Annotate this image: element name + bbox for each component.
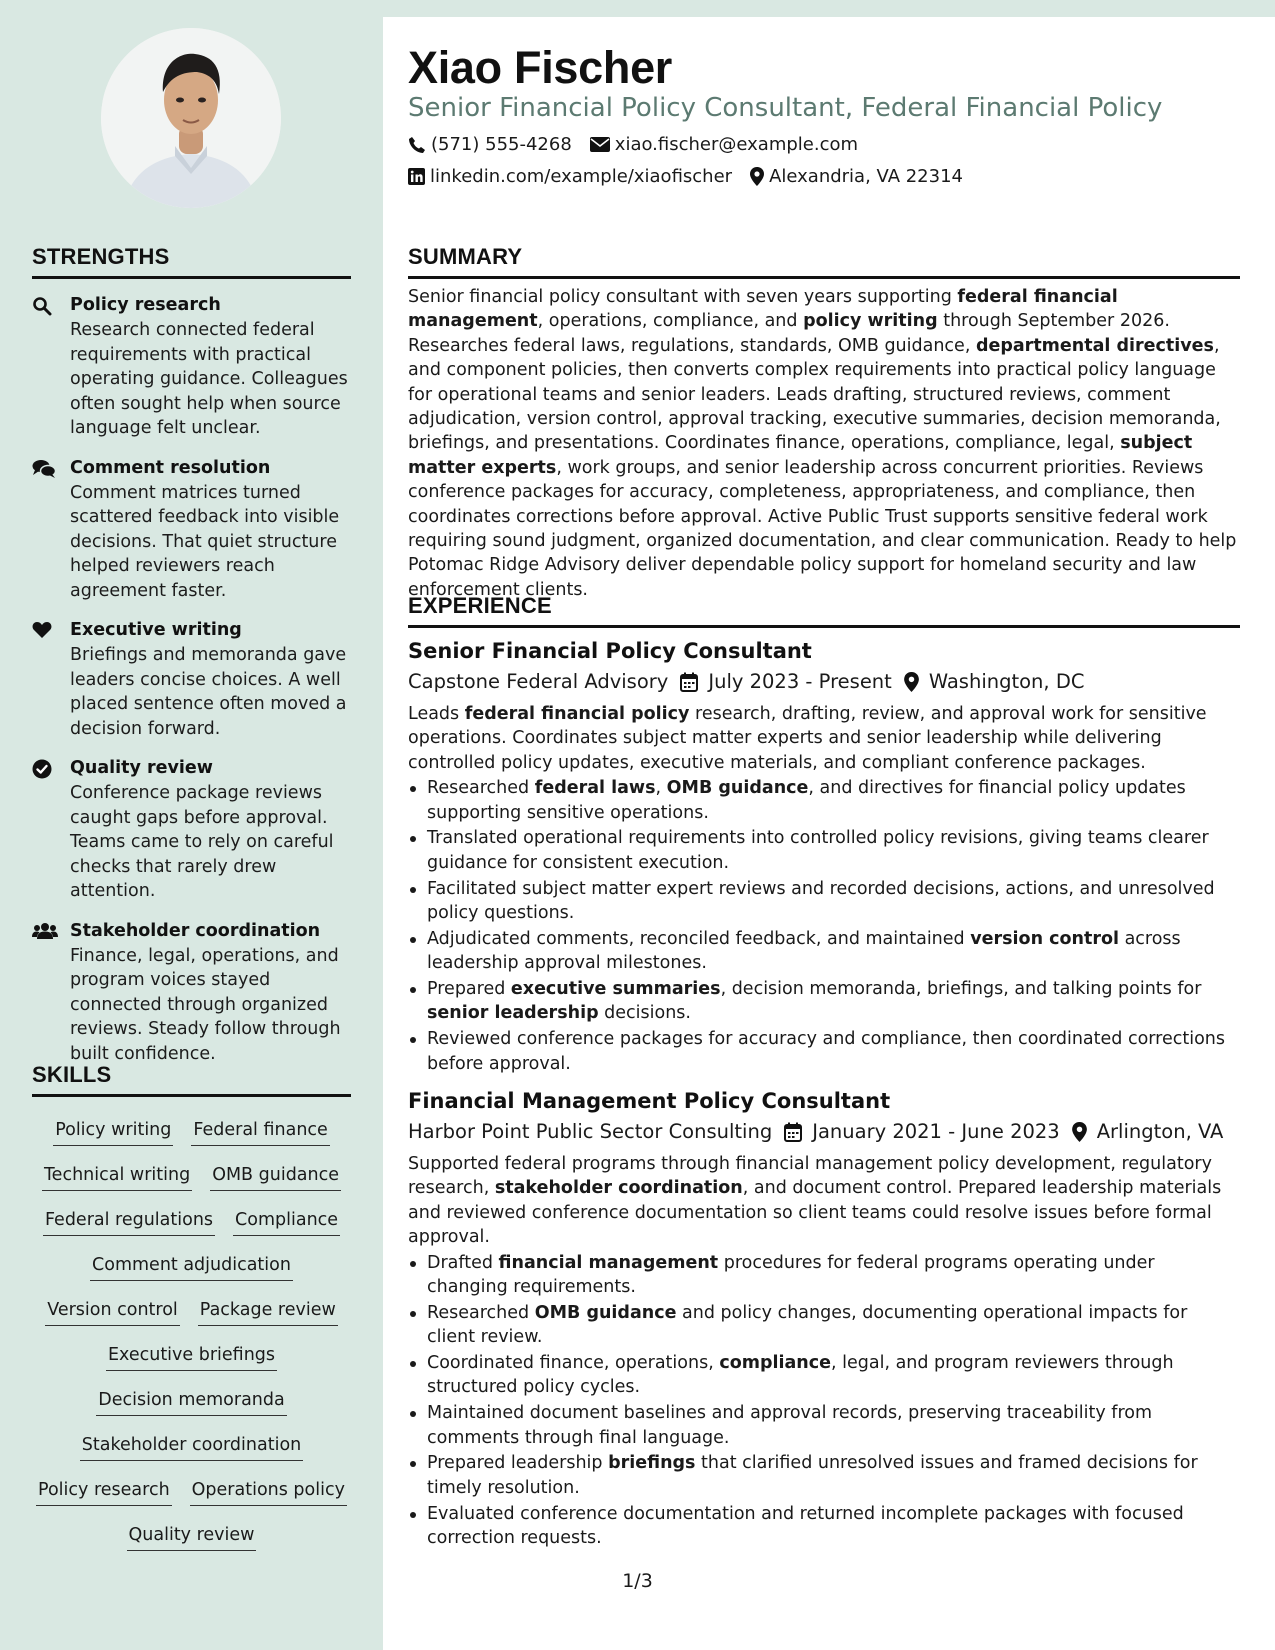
skill-tag: Policy research xyxy=(36,1478,172,1506)
job-entry xyxy=(408,636,1240,1076)
job-location: Arlington, VA xyxy=(1096,1120,1224,1144)
map-pin-icon xyxy=(904,672,919,692)
job-description: Leads federal financial policy research, drafting, review, and approval work for sensitive operations. Coordinates subject matter experts and senior leadership while delivering controlled policy updates, executive materials, and compliant conference packages. xyxy=(408,704,1207,773)
skill-tag: Quality review xyxy=(127,1523,257,1551)
skill-tag: Decision memoranda xyxy=(96,1388,286,1416)
strength-title: Stakeholder coordination xyxy=(70,920,321,941)
job-location: Washington, DC xyxy=(928,670,1085,693)
search-icon xyxy=(32,293,70,441)
location-text: Alexandria, VA 22314 xyxy=(769,166,963,187)
strength-title: Executive writing xyxy=(70,620,242,640)
strength-item xyxy=(32,456,351,604)
map-pin-icon xyxy=(750,167,764,186)
skill-tag: Federal finance xyxy=(191,1118,329,1146)
job-bullets xyxy=(408,776,1240,1076)
phone-icon xyxy=(408,136,426,154)
job-description: Supported federal programs through financial management policy development, regulatory research, stakeholder coordination, and document control. Prepared leadership materials and reviewed conference documentation so client teams could resolve issues before formal approval. xyxy=(408,1154,1222,1248)
phone-number[interactable]: (571) 555-4268 xyxy=(431,134,572,155)
candidate-name: Xiao Fischer xyxy=(408,42,673,93)
strength-text: Conference package reviews caught gaps before approval. Teams came to rely on careful checks that rarely drew attention. xyxy=(70,783,334,901)
skill-tag: Comment adjudication xyxy=(90,1253,293,1281)
strength-title: Comment resolution xyxy=(70,457,271,478)
summary-text: Senior financial policy consultant with seven years supporting federal financial management, operations, compliance, and policy writing through September 2026. Researches federal laws, regulations, standards, OMB guidance, departmental directives, and component policies, then converts complex requirements into practical policy language for operational teams and senior leaders. Leads drafting, structured reviews, comment adjudication, version control, approval tracking, executive summaries, decision memoranda, briefings, and presentations. Coordinates finance, operations, compliance, legal, subject matter experts, work groups, and senior leadership across concurrent priorities. Reviews conference packages for accuracy, completeness, appropriateness, and compliance, then coordinates corrections before approval. Active Public Trust supports sensitive federal work requiring sound judgment, organized documentation, and clear communication. Ready to help Potomac Ridge Advisory deliver dependable policy support for homeland security and law enforcement clients. xyxy=(408,287,1237,600)
skills-section xyxy=(32,1062,351,1559)
job-meta xyxy=(408,1116,1240,1148)
skill-tag: OMB guidance xyxy=(210,1163,341,1191)
map-pin-icon xyxy=(1072,1122,1087,1142)
job-entry xyxy=(408,1086,1240,1550)
skill-tag: Technical writing xyxy=(42,1163,192,1191)
skills-title: SKILLS xyxy=(32,1062,351,1097)
strength-item xyxy=(32,293,351,441)
contact-row xyxy=(408,166,981,187)
experience-section xyxy=(408,593,1240,1552)
strength-text: Research connected federal requirements with practical operating guidance. Colleagues often sought help when source language felt unclear. xyxy=(70,320,348,438)
heart-icon xyxy=(32,618,70,741)
strength-text: Briefings and memoranda gave leaders concise choices. A well placed sentence often moved a decision forward. xyxy=(70,645,347,739)
users-icon xyxy=(32,919,70,1067)
linkedin-link[interactable]: linkedin.com/example/xiaofischer xyxy=(430,166,733,187)
sidebar xyxy=(0,0,383,1650)
strength-item xyxy=(32,618,351,741)
skill-tag: Package review xyxy=(198,1298,338,1326)
headline: Senior Financial Policy Consultant, Federal Financial Policy xyxy=(408,93,1163,123)
job-title: Financial Management Policy Consultant xyxy=(408,1089,891,1114)
list-item: Maintained document baselines and approval records, preserving traceability from comments through final language. xyxy=(408,1401,1240,1450)
company-name: Capstone Federal Advisory xyxy=(408,670,669,693)
strength-text: Finance, legal, operations, and program voices stayed connected through organized reviews. Steady follow through built confidence. xyxy=(70,945,341,1064)
linkedin-icon xyxy=(408,168,425,185)
contact-row xyxy=(408,134,876,155)
email-link[interactable]: xiao.fischer@example.com xyxy=(614,134,859,155)
list-item: Researched OMB guidance and policy changes, documenting operational impacts for client review. xyxy=(408,1301,1240,1350)
job-dates: July 2023 - Present xyxy=(708,670,892,693)
strengths-section xyxy=(32,244,351,1066)
calendar-icon xyxy=(784,1122,802,1142)
list-item: Translated operational requirements into controlled policy revisions, giving teams clearer guidance for consistent execution. xyxy=(408,826,1240,875)
skill-tag: Federal regulations xyxy=(43,1208,215,1236)
check-circle-icon xyxy=(32,756,70,904)
job-bullets xyxy=(408,1251,1240,1551)
list-item: Evaluated conference documentation and returned incomplete packages with focused correction requests. xyxy=(408,1502,1240,1551)
strength-title: Policy research xyxy=(70,295,221,315)
skill-tag: Operations policy xyxy=(190,1478,347,1506)
list-item: Prepared executive summaries, decision memoranda, briefings, and talking points for senior leadership decisions. xyxy=(408,977,1240,1026)
skill-tag: Version control xyxy=(45,1298,180,1326)
job-dates: January 2021 - June 2023 xyxy=(812,1120,1060,1144)
list-item: Coordinated finance, operations, compliance, legal, and program reviewers through structured policy cycles. xyxy=(408,1351,1240,1400)
job-title: Senior Financial Policy Consultant xyxy=(408,639,812,663)
strength-item xyxy=(32,756,351,904)
page-number: 1/3 xyxy=(622,1570,653,1592)
list-item: Drafted financial management procedures for federal programs operating under changing requirements. xyxy=(408,1251,1240,1300)
profile-photo xyxy=(101,28,281,208)
strength-title: Quality review xyxy=(70,758,213,778)
skill-tag: Executive briefings xyxy=(106,1343,277,1371)
list-item: Reviewed conference packages for accuracy and compliance, then coordinated corrections before approval. xyxy=(408,1027,1240,1076)
experience-title: EXPERIENCE xyxy=(408,593,1240,628)
calendar-icon xyxy=(680,672,698,692)
skill-tag: Policy writing xyxy=(53,1118,173,1146)
strengths-title: STRENGTHS xyxy=(32,244,351,279)
envelope-icon xyxy=(590,137,610,152)
list-item: Facilitated subject matter expert reviews and recorded decisions, actions, and unresolved policy questions. xyxy=(408,877,1240,926)
skill-tag: Stakeholder coordination xyxy=(80,1433,304,1461)
summary-section xyxy=(408,244,1240,602)
summary-title: SUMMARY xyxy=(408,244,1240,279)
strength-text: Comment matrices turned scattered feedback into visible decisions. That quiet structure helped reviewers reach agreement faster. xyxy=(70,482,340,601)
comments-icon xyxy=(32,456,70,604)
list-item: Adjudicated comments, reconciled feedback, and maintained version control across leadership approval milestones. xyxy=(408,927,1240,976)
skill-tag: Compliance xyxy=(233,1208,340,1236)
strength-item xyxy=(32,919,351,1067)
list-item: Prepared leadership briefings that clarified unresolved issues and framed decisions for timely resolution. xyxy=(408,1451,1240,1500)
job-meta xyxy=(408,666,1240,698)
list-item: Researched federal laws, OMB guidance, and directives for financial policy updates supporting sensitive operations. xyxy=(408,776,1240,825)
company-name: Harbor Point Public Sector Consulting xyxy=(408,1120,773,1144)
